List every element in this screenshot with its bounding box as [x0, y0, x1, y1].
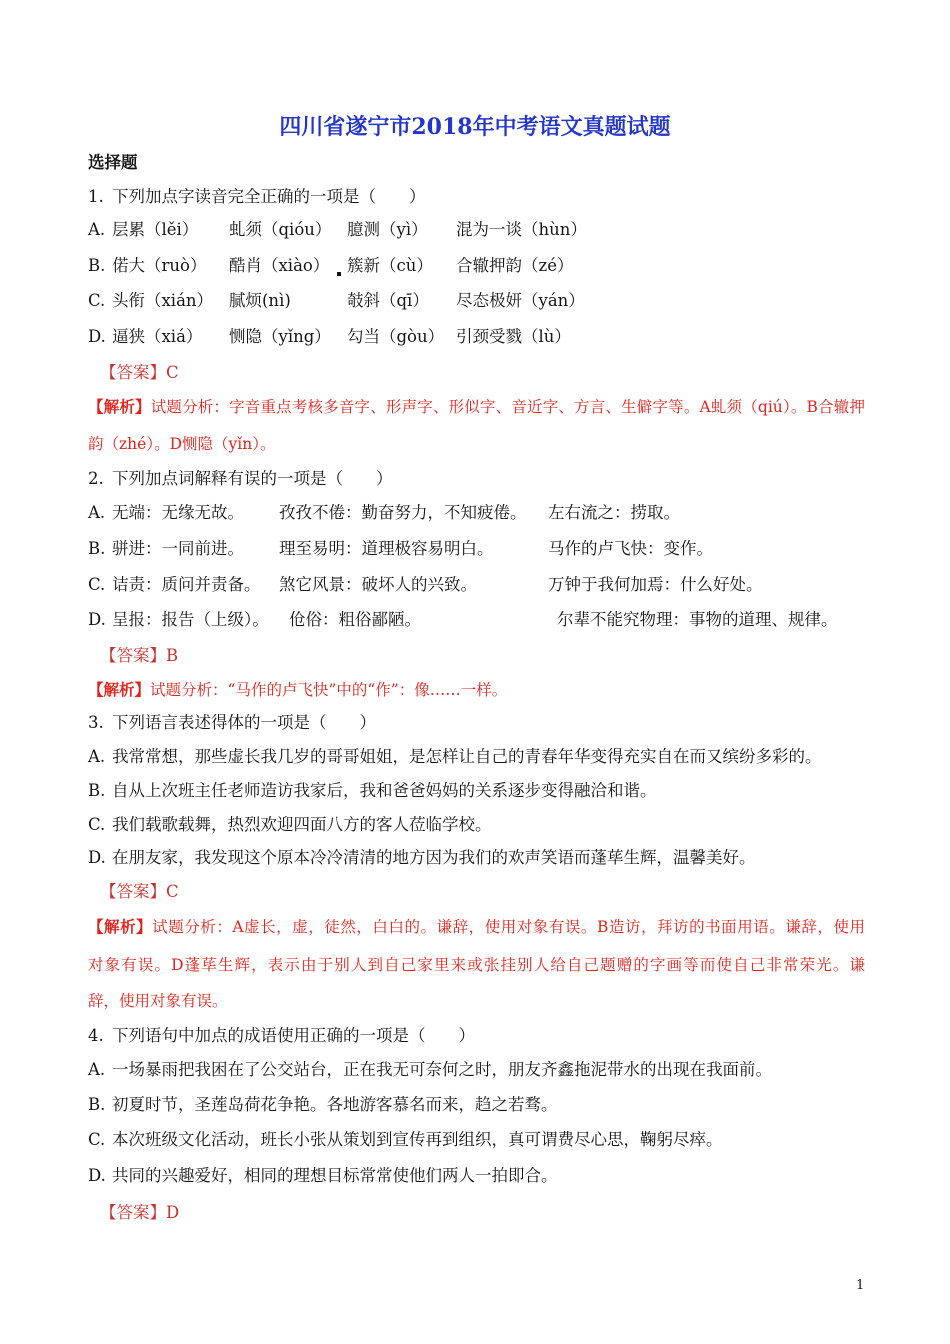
option-item: 合辙押韵（zé） — [456, 256, 574, 275]
option-label: A. — [88, 503, 106, 522]
option-label: C. — [88, 575, 106, 594]
option-item: 恻隐（yǐng） — [229, 327, 331, 346]
option-item: 理至易明：道理极容易明白。 — [279, 539, 494, 558]
option-item: 引颈受戮（lù） — [456, 327, 571, 346]
option-item: 尽态极妍（yán） — [456, 291, 585, 310]
option-item: 呈报：报告（上级）。 — [112, 610, 269, 629]
option-item: 煞它风景：破坏人的兴致。 — [279, 575, 477, 594]
option-label: A. — [88, 220, 106, 239]
option-item: 虬须（qióu） — [229, 220, 332, 239]
option-item: 臆测（yì） — [347, 220, 428, 239]
option-item: 攲斜（qī） — [347, 291, 429, 310]
analysis-label: 【解析】 — [88, 917, 153, 936]
option-label: D. — [88, 848, 106, 867]
option-item: 骈进：一同前进。 — [112, 539, 244, 558]
option-item: 马作的卢飞快：变作。 — [548, 539, 713, 558]
option-text: 我们载歌载舞，热烈欢迎四面八方的客人莅临学校。 — [112, 815, 492, 834]
emphasis-dot — [337, 272, 341, 276]
option-item: 层累（lěi） — [112, 220, 199, 239]
option-label: B. — [88, 1095, 106, 1114]
option-item: 头衔（xián） — [112, 291, 214, 310]
option-item: 偌大（ruò） — [112, 256, 207, 275]
section-heading: 选择题 — [88, 153, 138, 172]
option-text: 我常常想，那些虚长我几岁的哥哥姐姐，是怎样让自己的青春年华变得充实自在而又缤纷多彩的。 — [112, 747, 822, 766]
option-label: B. — [88, 256, 106, 275]
analysis-label: 【解析】 — [88, 680, 151, 699]
answer-value: C — [166, 882, 179, 901]
question-3-analysis-line-1 — [88, 916, 865, 938]
option-item: 酷肖（xiào） — [229, 256, 330, 275]
question-2-analysis-line-1 — [88, 679, 865, 701]
option-item: 簇新（cù） — [347, 256, 433, 275]
question-4-answer — [100, 1202, 179, 1224]
question-number: 2. — [88, 469, 104, 488]
option-item: 逼狭（xiá） — [112, 327, 203, 346]
option-label: A. — [88, 1060, 106, 1079]
option-text: 一场暴雨把我困在了公交站台，正在我无可奈何之时，朋友齐鑫拖泥带水的出现在我面前。 — [112, 1060, 772, 1079]
option-item: 混为一谈（hùn） — [456, 220, 587, 239]
option-label: A. — [88, 747, 106, 766]
question-text: 下列语言表述得体的一项是（ ） — [112, 713, 376, 732]
answer-label: 【答案】 — [100, 1203, 166, 1222]
option-label: B. — [88, 539, 106, 558]
question-2-answer — [100, 645, 178, 667]
option-label: C. — [88, 291, 106, 310]
option-item: 诘责：质问并责备。 — [112, 575, 261, 594]
option-text: 共同的兴趣爱好，相同的理想目标常常使他们两人一拍即合。 — [112, 1166, 558, 1185]
option-label: D. — [88, 1166, 106, 1185]
question-3-analysis-line-3: 辞，使用对象有误。 — [88, 992, 228, 1010]
analysis-text: 试题分析：A虚长，虚，徒然，白白的。谦辞，使用对象有误。B造访，拜访的书面用语。谦辞，使用 — [152, 918, 865, 936]
answer-value: D — [166, 1203, 180, 1222]
answer-label: 【答案】 — [100, 882, 166, 901]
analysis-label: 【解析】 — [88, 397, 151, 416]
question-text: 下列加点字读音完全正确的一项是（ ） — [112, 187, 426, 206]
answer-value: B — [166, 646, 179, 665]
question-text: 下列语句中加点的成语使用正确的一项是（ ） — [112, 1026, 475, 1045]
question-number: 4. — [88, 1026, 104, 1045]
option-label: D. — [88, 327, 106, 346]
option-label: C. — [88, 815, 106, 834]
option-text: 自从上次班主任老师造访我家后，我和爸爸妈妈的关系逐步变得融洽和谐。 — [112, 781, 657, 800]
answer-label: 【答案】 — [100, 646, 166, 665]
option-label: D. — [88, 610, 106, 629]
option-item: 勾当（gòu） — [347, 327, 445, 346]
question-number: 1. — [88, 187, 104, 206]
question-1-analysis-line-2: 韵（zhé）。D恻隐（yǐn）。 — [88, 435, 276, 453]
answer-label: 【答案】 — [100, 363, 166, 382]
option-label: B. — [88, 781, 106, 800]
option-item: 孜孜不倦：勤奋努力，不知疲倦。 — [279, 503, 527, 522]
question-1-analysis-line-1 — [88, 396, 865, 418]
analysis-text: 试题分析：“马作的卢飞快”中的“作”：像……一样。 — [150, 681, 508, 699]
option-text: 本次班级文化活动，班长小张从策划到宣传再到组织，真可谓费尽心思，鞠躬尽瘁。 — [112, 1130, 723, 1149]
option-item: 腻烦(nì) — [229, 291, 291, 310]
option-item: 万钟于我何加焉：什么好处。 — [548, 575, 763, 594]
question-number: 3. — [88, 713, 104, 732]
option-item: 无端：无缘无故。 — [112, 503, 244, 522]
document-title: 四川省遂宁市2018年中考语文真题试题 — [279, 114, 671, 140]
option-label: C. — [88, 1130, 106, 1149]
option-text: 初夏时节，圣莲岛荷花争艳。各地游客慕名而来，趋之若骛。 — [112, 1095, 558, 1114]
option-item: 伧俗：粗俗鄙陋。 — [289, 610, 421, 629]
question-3-analysis-line-2: 对象有误。D蓬荜生辉，表示由于别人到自己家里来或张挂别人给自己题赠的字画等而使自己非常荣光。谦 — [88, 956, 865, 974]
answer-value: C — [166, 363, 179, 382]
question-1-answer — [100, 362, 179, 384]
option-item: 左右流之：捞取。 — [548, 503, 680, 522]
analysis-text: 试题分析：字音重点考核多音字、形声字、形似字、音近字、方言、生僻字等。A虬须（qiú）。B合辙押 — [150, 398, 865, 416]
option-item: 尔辈不能究物理：事物的道理、规律。 — [557, 610, 838, 629]
question-text: 下列加点词解释有误的一项是（ ） — [112, 469, 393, 488]
page-number: 1 — [856, 1278, 865, 1293]
option-text: 在朋友家，我发现这个原本冷冷清清的地方因为我们的欢声笑语而蓬荜生辉，温馨美好。 — [112, 848, 756, 867]
question-3-answer — [100, 881, 179, 903]
